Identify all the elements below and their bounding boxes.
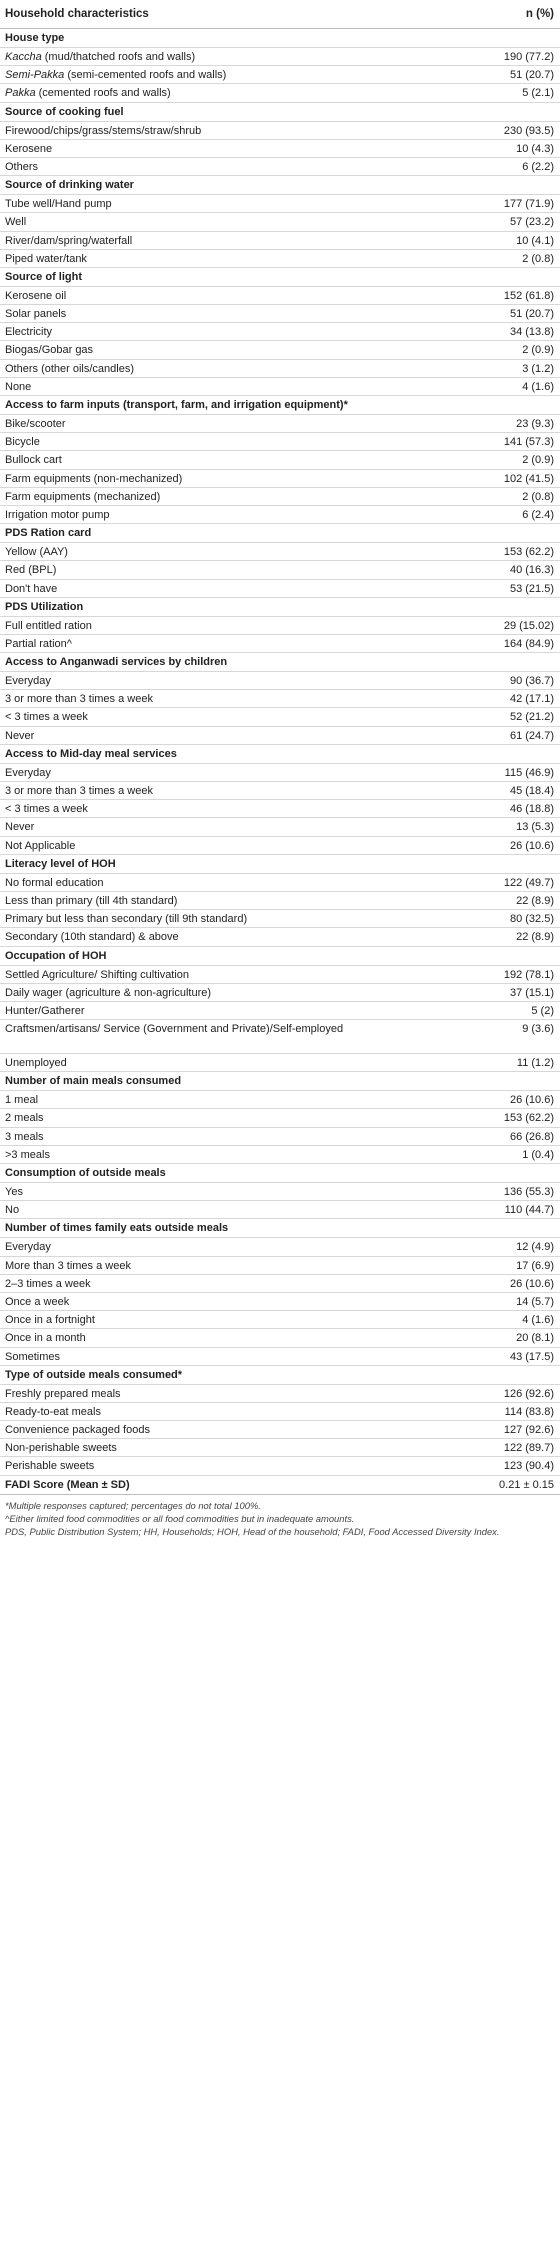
row-label: Partial ration^	[5, 637, 72, 650]
row-label: Hunter/Gatherer	[5, 1004, 85, 1017]
row-value: 17 (6.9)	[516, 1259, 554, 1272]
section-header-row	[0, 745, 560, 764]
section-label: Number of main meals consumed	[5, 1075, 182, 1088]
row-label: Yes	[5, 1186, 23, 1198]
table-row	[0, 66, 560, 84]
table-row	[0, 672, 560, 690]
section-label: Type of outside meals consumed*	[5, 1368, 183, 1381]
table-row	[0, 213, 560, 231]
table-row	[0, 1421, 560, 1439]
table-row	[0, 561, 560, 579]
row-label: Others	[5, 160, 39, 173]
row-value: 153 (62.2)	[503, 1112, 554, 1125]
section-label: PDS Ration card	[5, 527, 92, 540]
table-row	[0, 122, 560, 140]
row-value: 114 (83.8)	[504, 1405, 554, 1418]
row-label: 3 or more than 3 times a week	[5, 785, 153, 797]
row-value: 51 (20.7)	[509, 308, 554, 321]
row-label: Farm equipments (mechanized)	[5, 490, 161, 503]
table-row	[0, 1329, 560, 1347]
row-value: 0.21 ± 0.15	[499, 1478, 554, 1491]
row-label: Firewood/chips/grass/stems/straw/shrub	[5, 124, 202, 137]
section-header-row	[0, 1072, 560, 1091]
row-label	[5, 66, 405, 84]
section-label: Occupation of HOH	[5, 949, 107, 962]
table-row	[0, 892, 560, 910]
table-row	[0, 506, 560, 524]
row-label: Tube well/Hand pump	[5, 198, 112, 211]
table-row	[0, 1238, 560, 1256]
row-label: Daily wager (agriculture & non-agriculture)	[5, 986, 212, 999]
row-value: 153 (62.2)	[503, 546, 554, 559]
table-row	[0, 1293, 560, 1311]
row-value: 192 (78.1)	[503, 968, 554, 981]
row-label: < 3 times a week	[5, 711, 88, 724]
row-label: Don't have	[5, 582, 58, 595]
footnote: *Multiple responses captured; percentages do not total 100%.	[5, 1499, 261, 1511]
row-label: Ready-to-eat meals	[5, 1405, 101, 1418]
section-header-row	[0, 268, 560, 287]
row-label: 1 meal	[5, 1094, 39, 1107]
row-value: 12 (4.9)	[516, 1241, 554, 1254]
row-label-italic: Kaccha	[5, 51, 42, 63]
row-label: 2 meals	[5, 1112, 44, 1125]
section-label: Source of light	[5, 270, 82, 283]
row-value: 23 (9.3)	[516, 418, 554, 430]
row-label: Farm equipments (non-mechanized)	[5, 472, 183, 485]
row-value: 122 (49.7)	[503, 876, 554, 889]
header-n-percent: n (%)	[525, 8, 554, 20]
table-row	[0, 727, 560, 745]
row-label: Kerosene oil	[5, 289, 67, 302]
table-row	[0, 305, 560, 323]
row-value: 123 (90.4)	[503, 1460, 554, 1473]
table-row	[0, 1457, 560, 1475]
row-label: Well	[5, 216, 27, 229]
section-header-row	[0, 855, 560, 874]
row-label: Once in a month	[5, 1332, 86, 1345]
row-value: 190 (77.2)	[503, 51, 554, 63]
row-value: 126 (92.6)	[503, 1387, 554, 1400]
row-value: 2 (0.9)	[522, 344, 554, 357]
row-label: Irrigation motor pump	[5, 508, 110, 521]
section-label: Access to Mid-day meal services	[5, 747, 177, 760]
table-row	[0, 984, 560, 1002]
row-label: Primary but less than secondary (till 9th standard)	[5, 913, 248, 926]
table-row	[0, 1054, 560, 1072]
row-value: 1 (0.4)	[522, 1148, 554, 1161]
section-header-row	[0, 1366, 560, 1385]
table-row	[0, 341, 560, 359]
row-value: 152 (61.8)	[503, 289, 554, 302]
section-header-row	[0, 103, 560, 122]
row-value: 52 (21.2)	[509, 711, 554, 724]
table-row	[0, 378, 560, 396]
row-label-italic: Pakka	[5, 87, 36, 100]
table-row	[0, 232, 560, 250]
row-label: Freshly prepared meals	[5, 1387, 121, 1400]
table-row	[0, 1275, 560, 1293]
row-label: Never	[5, 821, 35, 834]
row-label: Convenience packaged foods	[5, 1424, 150, 1437]
row-label: Once a week	[5, 1295, 70, 1308]
row-value: 90 (36.7)	[509, 675, 554, 688]
row-value: 5 (2)	[531, 1004, 554, 1017]
table-body	[0, 29, 560, 1495]
table-row	[0, 1183, 560, 1201]
table-row	[0, 800, 560, 818]
table-row	[0, 928, 560, 946]
section-header-row	[0, 524, 560, 543]
row-label: More than 3 times a week	[5, 1259, 131, 1272]
table-row	[0, 764, 560, 782]
row-label: River/dam/spring/waterfall	[5, 234, 133, 247]
table-row	[0, 1311, 560, 1329]
row-label: Red (BPL)	[5, 564, 57, 577]
section-label: FADI Score (Mean ± SD)	[5, 1478, 130, 1491]
table-row	[0, 1385, 560, 1403]
table-row	[0, 360, 560, 378]
row-label: < 3 times a week	[5, 803, 88, 816]
row-label-suffix: (cemented roofs and walls)	[35, 87, 171, 100]
table-header-row	[0, 0, 560, 29]
table-row	[0, 635, 560, 653]
row-label: Everyday	[5, 766, 51, 779]
row-value: 2 (0.8)	[522, 490, 554, 503]
section-label: Number of times family eats outside meals	[5, 1222, 229, 1235]
row-value: 29 (15.02)	[503, 619, 554, 632]
row-label: Once in a fortnight	[5, 1314, 95, 1327]
row-label: Unemployed	[5, 1057, 67, 1070]
table-row	[0, 818, 560, 836]
table-row	[0, 966, 560, 984]
table-row	[0, 1002, 560, 1020]
row-value: 43 (17.5)	[509, 1350, 554, 1363]
section-label: Consumption of outside meals	[5, 1167, 166, 1179]
table-row	[0, 250, 560, 268]
table-row	[0, 837, 560, 855]
row-value: 4 (1.6)	[522, 1314, 554, 1327]
row-label: Bike/scooter	[5, 418, 66, 430]
row-value: 122 (89.7)	[503, 1442, 554, 1455]
table-row	[0, 1020, 560, 1054]
table-row	[0, 1128, 560, 1146]
row-value: 3 (1.2)	[522, 362, 554, 375]
table-row	[0, 140, 560, 158]
table-row	[0, 690, 560, 708]
section-label: Source of drinking water	[5, 179, 134, 192]
section-header-row	[0, 947, 560, 966]
footnote: ^Either limited food commodities or all food commodities but in inadequate amounts.	[5, 1512, 355, 1524]
row-label: Everyday	[5, 675, 51, 688]
row-value: 53 (21.5)	[509, 582, 554, 595]
row-value: 61 (24.7)	[509, 729, 554, 742]
row-value: 10 (4.3)	[516, 142, 554, 155]
row-value: 34 (13.8)	[509, 326, 554, 339]
section-label: Literacy level of HOH	[5, 857, 116, 870]
row-value: 2 (0.9)	[522, 454, 554, 467]
row-value: 42 (17.1)	[509, 693, 554, 706]
table-row	[0, 415, 560, 433]
table-row	[0, 1146, 560, 1164]
row-value: 10 (4.1)	[516, 234, 554, 247]
row-label: Non-perishable sweets	[5, 1442, 117, 1455]
section-header-row	[0, 29, 560, 48]
row-label: Solar panels	[5, 308, 67, 321]
table-row	[0, 782, 560, 800]
section-header-row	[0, 1164, 560, 1183]
row-label: 3 meals	[5, 1130, 44, 1143]
table-row	[0, 1348, 560, 1366]
table-row	[0, 433, 560, 451]
section-label: Access to farm inputs (transport, farm, and irrigation equipment)*	[5, 399, 348, 411]
table-row	[0, 451, 560, 469]
section-header-row	[0, 1219, 560, 1238]
header-characteristics: Household characteristics	[5, 8, 149, 20]
row-label: Sometimes	[5, 1350, 61, 1363]
row-label: Electricity	[5, 326, 53, 339]
row-value: 51 (20.7)	[509, 69, 554, 82]
row-label: None	[5, 380, 32, 393]
table-row	[0, 1201, 560, 1219]
row-value: 4 (1.6)	[522, 380, 554, 393]
row-label: Less than primary (till 4th standard)	[5, 894, 178, 907]
row-value: 115 (46.9)	[504, 766, 554, 779]
section-header-row	[0, 176, 560, 195]
row-label: 2–3 times a week	[5, 1277, 91, 1290]
row-label: Bullock cart	[5, 454, 62, 467]
table-row	[0, 84, 560, 102]
row-value: 22 (8.9)	[516, 931, 554, 944]
row-value: 13 (5.3)	[516, 821, 554, 834]
row-value: 164 (84.9)	[503, 637, 554, 650]
table-footnotes	[0, 1495, 560, 1538]
row-value: 110 (44.7)	[504, 1204, 554, 1217]
row-value: 26 (10.6)	[509, 1277, 554, 1290]
row-value: 46 (18.8)	[509, 803, 554, 816]
row-value: 80 (32.5)	[509, 913, 554, 926]
table-row	[0, 580, 560, 598]
row-label: Biogas/Gobar gas	[5, 344, 94, 357]
table-row	[0, 543, 560, 561]
row-label: Settled Agriculture/ Shifting cultivation	[5, 968, 190, 981]
row-value: 45 (18.4)	[509, 785, 554, 797]
row-label: >3 meals	[5, 1148, 50, 1161]
row-label: Kerosene	[5, 142, 53, 155]
table-row	[0, 1439, 560, 1457]
row-value: 26 (10.6)	[509, 1094, 554, 1107]
row-label: Perishable sweets	[5, 1460, 95, 1473]
row-label: No	[5, 1204, 20, 1217]
table-row	[0, 323, 560, 341]
row-value: 9 (3.6)	[522, 1023, 554, 1036]
section-label: Access to Anganwadi services by children	[5, 656, 228, 669]
table-row	[0, 1091, 560, 1109]
row-label: Craftsmen/artisans/ Service (Government and Private)/Self-employed	[5, 1023, 344, 1036]
row-value: 37 (15.1)	[509, 986, 554, 999]
row-label: Full entitled ration	[5, 619, 92, 632]
row-value: 66 (26.8)	[509, 1130, 554, 1143]
row-label: Everyday	[5, 1241, 51, 1254]
row-label: Piped water/tank	[5, 252, 87, 265]
row-value: 2 (0.8)	[522, 252, 554, 265]
row-value: 11 (1.2)	[516, 1057, 554, 1070]
row-value: 136 (55.3)	[503, 1186, 554, 1198]
table-row	[0, 910, 560, 928]
footnote: PDS, Public Distribution System; HH, Households; HOH, Head of the household; FADI, Food Accessed Diversity Index.	[5, 1525, 500, 1537]
table-row	[0, 1109, 560, 1127]
row-value: 230 (93.5)	[503, 124, 554, 137]
section-label: PDS Utilization	[5, 600, 84, 613]
row-value: 20 (8.1)	[516, 1332, 554, 1345]
table-row	[0, 287, 560, 305]
row-label	[5, 48, 405, 66]
table-row	[0, 488, 560, 506]
section-header-row	[0, 1476, 560, 1495]
row-value: 26 (10.6)	[509, 839, 554, 852]
row-label-italic: Semi-Pakka	[5, 69, 65, 82]
row-value: 127 (92.6)	[503, 1424, 554, 1437]
row-label: No formal education	[5, 876, 104, 889]
row-value: 14 (5.7)	[516, 1295, 554, 1308]
table-row	[0, 708, 560, 726]
row-value: 57 (23.2)	[509, 216, 554, 229]
table-row	[0, 1403, 560, 1421]
section-header-row	[0, 653, 560, 672]
table-row	[0, 48, 560, 66]
row-label: Never	[5, 729, 35, 742]
row-value: 141 (57.3)	[503, 436, 554, 449]
row-value: 40 (16.3)	[509, 564, 554, 577]
row-label-suffix: (mud/thatched roofs and walls)	[41, 51, 196, 63]
row-label-suffix: (semi-cemented roofs and walls)	[64, 69, 227, 82]
row-value: 6 (2.2)	[522, 160, 554, 173]
row-label: Secondary (10th standard) & above	[5, 931, 179, 944]
row-value: 5 (2.1)	[522, 87, 554, 100]
row-value: 22 (8.9)	[516, 894, 554, 907]
table-row	[0, 1257, 560, 1275]
row-label: Bicycle	[5, 436, 40, 449]
row-label: Yellow (AAY)	[5, 546, 68, 559]
section-header-row	[0, 396, 560, 415]
row-value: 102 (41.5)	[503, 472, 554, 485]
section-label: House type	[5, 32, 65, 44]
row-label: 3 or more than 3 times a week	[5, 693, 153, 706]
row-label	[5, 84, 405, 102]
row-label: Not Applicable	[5, 839, 76, 852]
table-row	[0, 195, 560, 213]
row-value: 177 (71.9)	[503, 198, 554, 211]
table-row	[0, 158, 560, 176]
row-label: Others (other oils/candles)	[5, 362, 134, 375]
section-header-row	[0, 598, 560, 617]
table-row	[0, 874, 560, 892]
section-label: Source of cooking fuel	[5, 105, 124, 118]
row-value: 6 (2.4)	[522, 508, 554, 521]
table-row	[0, 617, 560, 635]
table-row	[0, 470, 560, 488]
